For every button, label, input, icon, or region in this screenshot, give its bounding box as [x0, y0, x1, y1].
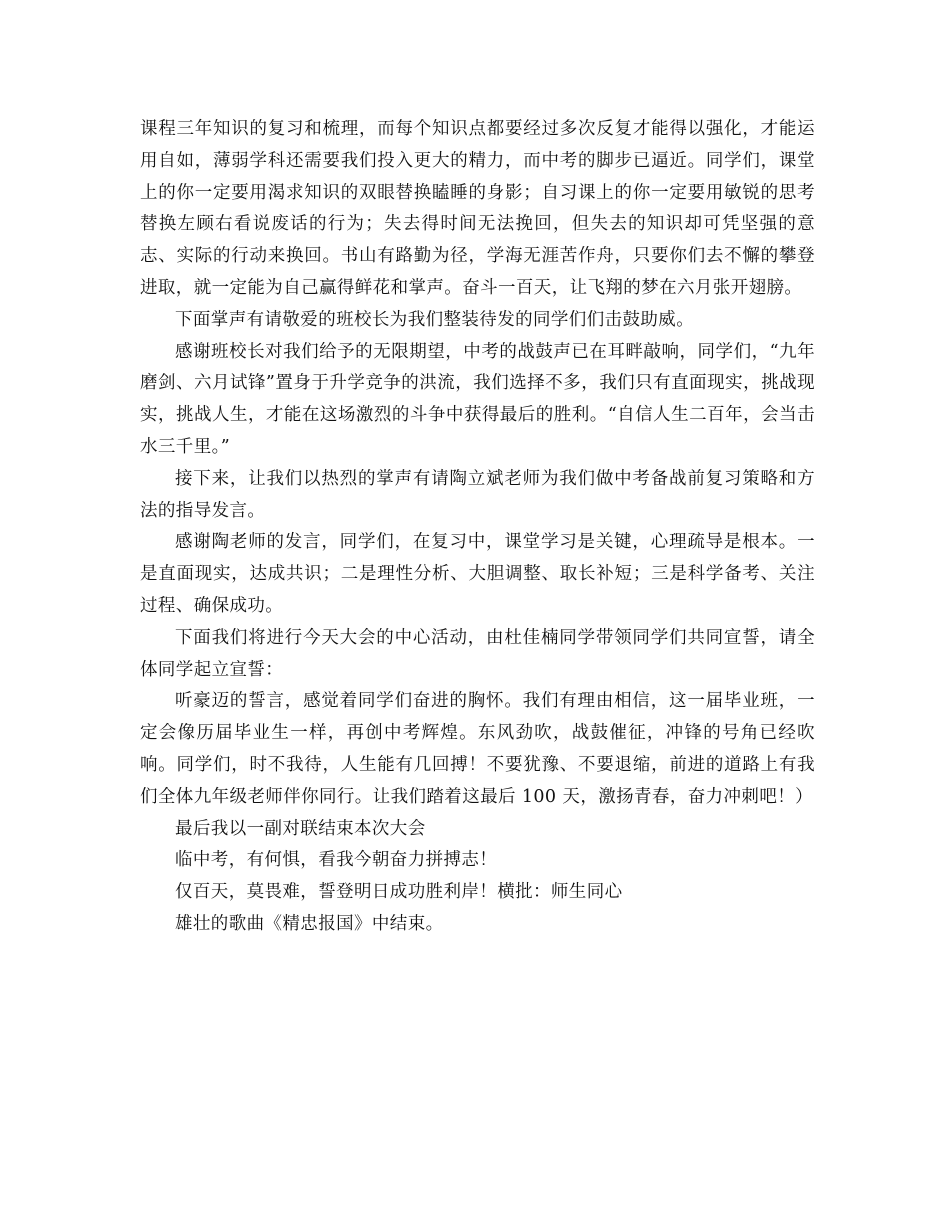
paragraph-couplet-line-1: 临中考，有何惧，看我今朝奋力拼搏志！	[175, 850, 498, 871]
paragraph-thanks-teacher: 感谢陶老师的发言，同学们，在复习中，课堂学习是关键，心理疏导是根本。一是直面现实，达成共识；二是理性分析、大胆调整、取长补短；三是科学备考、关注过程、确保成功。	[140, 532, 815, 616]
paragraph-continuation: 课程三年知识的复习和梳理，而每个知识点都要经过多次反复才能得以强化，才能运用自如，薄弱学科还需要我们投入更大的精力，而中考的脚步已逼近。同学们，课堂上的你一定要用渴求知识的双眼替换瞌睡的身影；自习课上的你一定要用敏锐的思考替换左顾右看说废话的行为；失去得时间无法挽回，但失去的知识却可凭坚强的意志、实际的行动来换回。书山有路勤为径，学海无涯苦作舟，只要你们去不懈的攀登进取，就一定能为自己赢得鲜花和掌声。奋斗一百天，让飞翔的梦在六月张开翅膀。	[140, 119, 815, 298]
paragraph-invite-principal: 下面掌声有请敬爱的班校长为我们整装待发的同学们们击鼓助威。	[175, 309, 695, 330]
document-body	[140, 114, 815, 941]
paragraph-couplet-intro: 最后我以一副对联结束本次大会	[175, 818, 426, 839]
paragraph-closing: 雄壮的歌曲《精忠报国》中结束。	[175, 913, 444, 934]
paragraph-thanks-principal: 感谢班校长对我们给予的无限期望，中考的战鼓声已在耳畔敲响，同学们，“九年磨剑、六月试锋”置身于升学竞争的洪流，我们选择不多，我们只有直面现实，挑战现实，挑战人生，才能在这场激烈的斗争中获得最后的胜利。“自信人生二百年，会当击水三千里。”	[140, 341, 815, 457]
paragraph-oath-activity: 下面我们将进行今天大会的中心活动，由杜佳楠同学带领同学们共同宣誓，请全体同学起立宣誓：	[140, 627, 815, 680]
paragraph-invite-teacher: 接下来，让我们以热烈的掌声有请陶立斌老师为我们做中考备战前复习策略和方法的指导发言。	[140, 468, 815, 521]
paragraph-couplet-line-2: 仅百天，莫畏难，誓登明日成功胜利岸！横批：师生同心	[175, 882, 623, 903]
paragraph-after-oath: 听豪迈的誓言，感觉着同学们奋进的胸怀。我们有理由相信，这一届毕业班，一定会像历届毕业生一样，再创中考辉煌。东风劲吹，战鼓催征，冲锋的号角已经吹响。同学们，时不我待，人生能有几回搏！不要犹豫、不要退缩，前进的道路上有我们全体九年级老师伴你同行。让我们踏着这最后 100 天，激扬青春，奋力冲刺吧！）	[140, 691, 815, 807]
